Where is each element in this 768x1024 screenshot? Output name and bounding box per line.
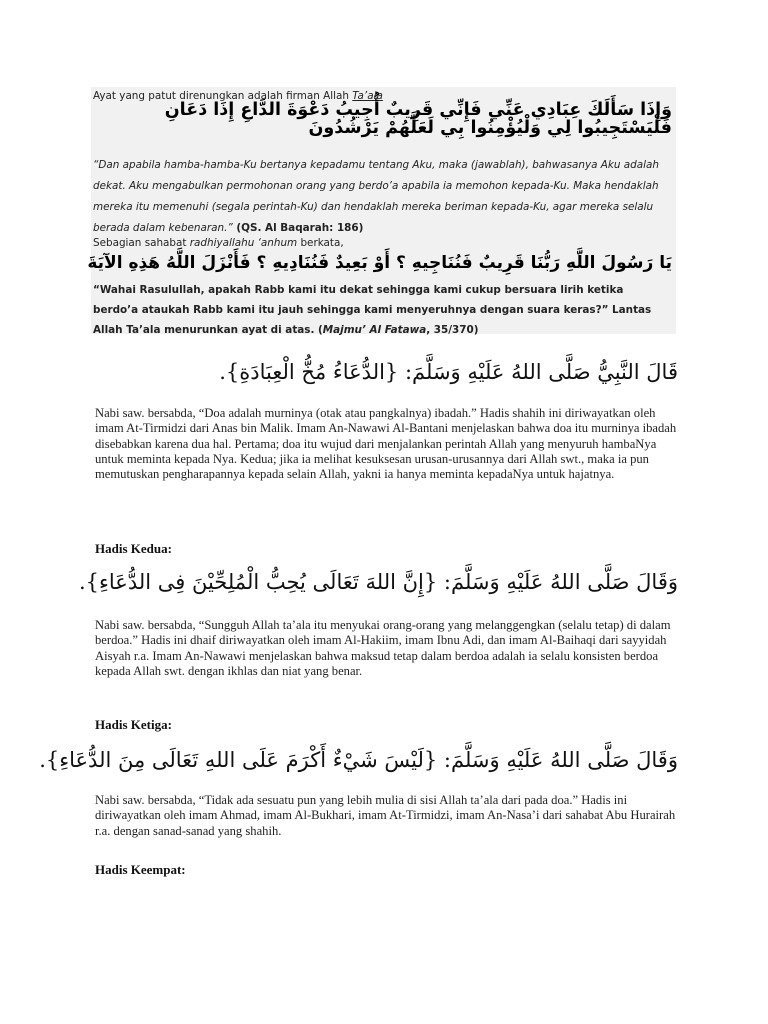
- hadith-3-explanation: Nabi saw. bersabda, “Tidak ada sesuatu pun yang lebih mulia di sisi Allah ta’ala dari pada doa.” Hadis ini diriwayatkan oleh imam Ahmad, imam Al-Bukhari, imam At-Tirmidzi, imam An-Nasa’i dari sahabat Abu Hurairah r.a. dengan sanad-sanad yang shahih.: [95, 793, 676, 838]
- verse-intro-italic: Ta’ala: [352, 90, 383, 102]
- hadith-2-heading: Hadis Kedua:: [95, 541, 172, 556]
- quote-source: Majmu’ Al Fatawa: [322, 324, 427, 336]
- companions-quote-arabic: يَا رَسُولَ اللَّهِ رَبُّنَا قَرِيبٌ فَنُنَاجِيهِ ؟ أَوْ بَعِيدٌ فَنُنَادِيهِ ؟ فَأَنْزَلَ اللَّهُ هَذِهِ الآيَةَ: [87, 253, 672, 273]
- hadith-2-explanation: Nabi saw. bersabda, “Sungguh Allah ta’ala itu menyukai orang-orang yang melanggengkan (selalu tetap) di dalam berdoa.” Hadis ini dhaif diriwayatkan oleh imam Al-Hakiim, imam Ibnu Adi, dan imam Al-Baihaqi dari sayyidah Aisyah r.a. Imam An-Nawawi menjelaskan bahwa maksud tetap dalam berdoa adalah ia selalu konsisten berdoa kepada Allah swt. dengan ikhlas dan niat yang benar.: [95, 618, 671, 678]
- companions-intro: [93, 237, 344, 249]
- verse-intro-text: Ayat yang patut direnungkan adalah firman Allah: [93, 90, 353, 102]
- quote-source-end: , 35/370): [426, 324, 479, 336]
- companions-quote-translation: [93, 280, 672, 340]
- companions-intro-text: Sebagian sahabat: [93, 237, 190, 249]
- hadith-4-heading: Hadis Keempat:: [95, 862, 186, 877]
- hadith-3-heading: Hadis Ketiga:: [95, 717, 172, 732]
- companions-intro-italic: radhiyallahu ‘anhum: [189, 237, 298, 249]
- hadith-3-arabic: وَقَالَ صَلَّى اللهُ عَلَيْهِ وَسَلَّمَ: {لَيْسَ شَيْءٌ أَكْرَمَ عَلَى اللهِ تَعَالَى مِنَ الدُّعَاءِ}.: [39, 748, 678, 772]
- verse-reference: (QS. Al Baqarah: 186): [232, 222, 364, 234]
- hadith-1-arabic: قَالَ النَّبِيُّ صَلَّى اللهُ عَلَيْهِ وَسَلَّمَ: {الدُّعَاءُ مُخُّ الْعِبَادَةِ}.: [219, 360, 678, 384]
- hadith-2-arabic: وَقَالَ صَلَّى اللهُ عَلَيْهِ وَسَلَّمَ: {إِنَّ اللهَ تَعَالَى يُحِبُّ الْمُلِحِّيْنَ فِى الدُّعَاءِ}.: [78, 570, 678, 594]
- quote-translation-text: “Wahai Rasulullah, apakah Rabb kami itu dekat sehingga kami cukup bersuara lirih ketika berdo’a ataukah Rabb kami itu jauh sehingga kami menyeruhnya dengan suara keras?” Lantas Allah Ta’ala menurunkan ayat di atas. (: [93, 284, 652, 336]
- companions-intro-end: berkata,: [297, 237, 344, 249]
- hadith-1-explanation: Nabi saw. bersabda, “Doa adalah murninya (otak atau pangkalnya) ibadah.” Hadis shahih ini diriwayatkan oleh imam At-Tirmidzi dari Anas bin Malik. Imam An-Nawawi Al-Bantani menjelaskan bahwa doa itu murninya ibadah disebabkan karena dua hal. Pertama; doa itu wujud dari menjalankan perintah Allah yang menyuruh hambaNya untuk meminta kepada Nya. Kedua; jika ia melihat kesuksesan urusan-urusannya dari Allah swt., maka ia pun memutuskan pengharapannya kepada selain Allah, yakni ia hanya meminta kepadaNya untuk hajatnya.: [95, 406, 677, 482]
- quran-verse-translation: [93, 155, 672, 239]
- verse-translation-text: “Dan apabila hamba-hamba-Ku bertanya kepadamu tentang Aku, maka (jawablah), bahwasanya Aku adalah dekat. Aku mengabulkan permohonan orang yang berdo’a apabila ia memohon kepada-Ku. Maka hendaklah mereka itu memenuhi (segala perintah-Ku) dan hendaklah mereka beriman kepada-Ku, agar mereka selalu berada dalam kebenaran.”: [93, 159, 659, 234]
- quoted-web-clip: [87, 87, 676, 336]
- quran-verse-arabic: وَإِذَا سَأَلَكَ عِبَادِي عَنِّي فَإِنِّي قَرِيبٌ أُجِيبُ دَعْوَةَ الدَّاعِ إِذَا دَعَانِ فَلْيَسْتَجِيبُوا لِي وَلْيُؤْمِنُوا بِي لَعَلَّهُمْ يَرْشُدُونَ: [164, 100, 672, 138]
